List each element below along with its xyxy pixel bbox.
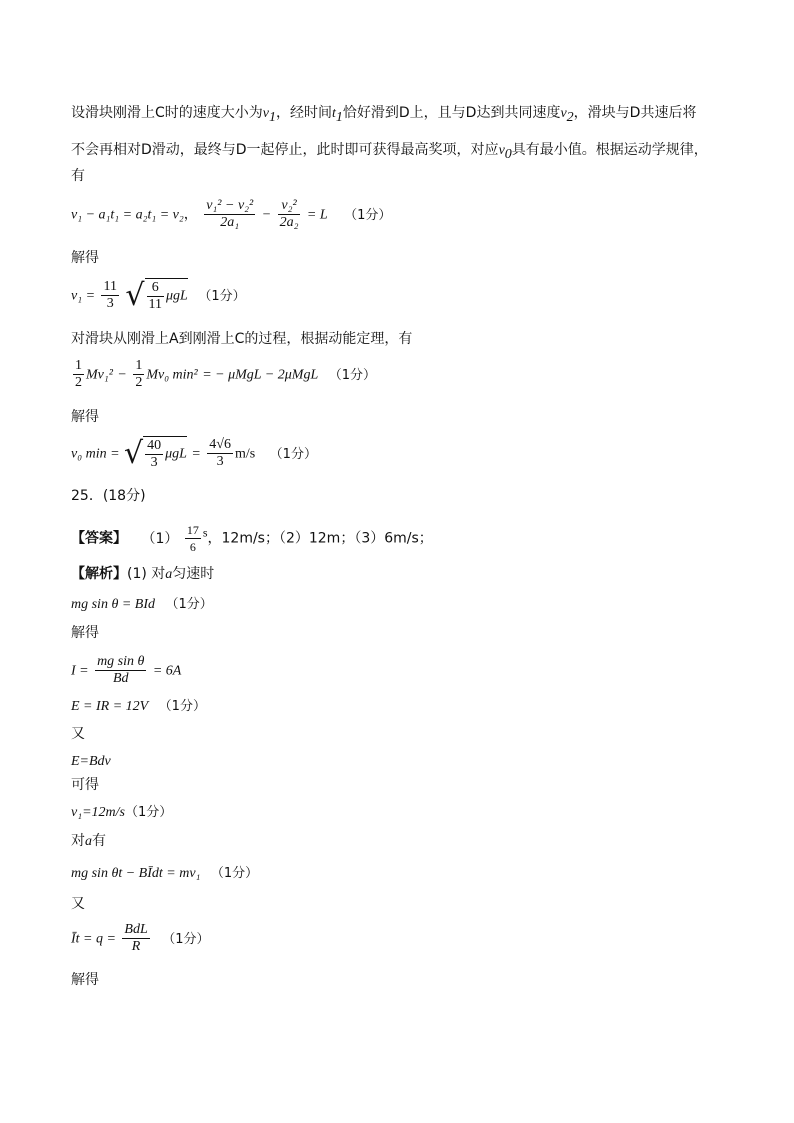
var-v0-sub: 0 xyxy=(504,146,512,162)
paragraph-line-3 xyxy=(71,167,85,185)
frac-den: 6 xyxy=(189,540,196,554)
equation-9 xyxy=(71,803,172,822)
text-segment: 设滑块刚滑上C时的速度大小为 xyxy=(71,105,263,121)
frac-num: 1 xyxy=(135,358,143,373)
eq-part: = 6A xyxy=(152,663,182,679)
eq-part: μgL xyxy=(165,446,187,462)
frac-den: 11 xyxy=(148,297,163,312)
score-label: （1分） xyxy=(344,207,392,223)
text-segment: 解得 xyxy=(71,409,99,425)
eq-part: v₁=12m/s xyxy=(71,805,125,820)
score-label: （1分） xyxy=(269,446,317,462)
equation-6 xyxy=(71,654,181,687)
kede xyxy=(71,776,99,794)
frac-den: Bd xyxy=(112,671,129,686)
eq-sep: ， xyxy=(183,206,198,223)
score-label: （1分） xyxy=(198,288,246,304)
fraction xyxy=(207,437,233,470)
text-segment: (1) 对 xyxy=(127,566,166,582)
you-2 xyxy=(71,895,85,913)
score-label: （1分） xyxy=(165,597,213,612)
frac-num: 11 xyxy=(103,279,117,294)
text-segment: 又 xyxy=(71,726,85,742)
fraction xyxy=(122,922,149,955)
text-segment: 对滑块从刚滑上A到刚滑上C的过程，根据动能定理，有 xyxy=(71,331,413,347)
radical-sign: √ xyxy=(123,435,144,471)
score-label: （1分） xyxy=(162,931,210,947)
var-v1: v xyxy=(262,106,269,121)
equation-2 xyxy=(71,278,246,313)
frac-num: 40 xyxy=(147,438,162,453)
eq-op: − xyxy=(261,207,272,223)
sqrt-body xyxy=(143,436,187,471)
jiede-3 xyxy=(71,624,99,642)
eq-part: Īt = q = xyxy=(71,931,116,947)
frac-num: 4√6 xyxy=(209,437,231,452)
sqrt-body xyxy=(145,278,188,313)
var-a: a xyxy=(165,567,173,582)
var-v1-sub: 1 xyxy=(269,109,276,125)
jiede-1 xyxy=(71,249,99,267)
text-segment: 解得 xyxy=(71,625,99,641)
unit: m/s xyxy=(234,446,256,462)
frac-num: mg sin θ xyxy=(97,654,145,669)
eq-part: mg sin θt − BĪdt = mv₁ xyxy=(71,866,201,881)
text-segment: 又 xyxy=(71,896,85,912)
fraction xyxy=(185,522,201,555)
paragraph-line-1 xyxy=(71,104,696,123)
fraction xyxy=(145,438,163,471)
frac-num: v₂² xyxy=(278,198,301,215)
jiede-2 xyxy=(71,408,99,426)
eq-part: v₁ − a₁t₁ = a₂t₁ = v₂ xyxy=(71,207,184,223)
text-segment: 具有最小值。根据运动学规律， xyxy=(511,142,708,158)
eq-part: μgL xyxy=(166,288,188,304)
var-a: a xyxy=(85,834,92,849)
radical-sign: √ xyxy=(125,277,145,313)
frac-den: 3 xyxy=(150,455,158,470)
frac-num: BdL xyxy=(124,922,148,937)
text-segment: 有 xyxy=(92,833,106,849)
equation-4 xyxy=(71,436,317,471)
frac-num: v₁² − v₂² xyxy=(206,198,254,213)
answer-label: 【答案】 xyxy=(71,530,127,547)
fraction xyxy=(73,358,84,391)
question-25 xyxy=(71,487,146,505)
frac-den: 2 xyxy=(135,375,143,390)
fraction xyxy=(101,279,118,312)
text-segment: 可得 xyxy=(71,777,99,793)
fraction xyxy=(95,654,146,687)
eq-part: = − μMgL − 2μMgL xyxy=(202,367,319,383)
text-segment: 匀速时 xyxy=(172,566,215,582)
frac-den: 3 xyxy=(106,296,114,311)
text-segment: 对 xyxy=(71,833,85,849)
equation-8 xyxy=(71,752,111,771)
eq-part: Mv₁² xyxy=(86,367,113,383)
text-segment: 有 xyxy=(71,168,85,184)
frac-num: 1 xyxy=(75,358,82,373)
dui-huakuai xyxy=(71,330,412,348)
frac-den: R xyxy=(131,939,141,954)
eq-part: I = xyxy=(71,663,89,679)
dui-a xyxy=(71,832,106,851)
eq-op: − xyxy=(117,367,127,383)
text-segment: ，滑块与D共速后将 xyxy=(573,105,697,121)
text-segment: 解得 xyxy=(71,972,99,988)
equation-1 xyxy=(71,198,391,231)
equation-5 xyxy=(71,595,213,614)
fraction xyxy=(278,198,301,231)
sqrt xyxy=(125,278,187,313)
eq-part: Mv₀ min² xyxy=(146,367,198,383)
analysis-line xyxy=(71,565,214,584)
frac-den: 3 xyxy=(216,454,224,469)
you-1 xyxy=(71,725,85,743)
fraction xyxy=(204,198,255,231)
score-label: （1分） xyxy=(124,805,173,820)
frac-num: 6 xyxy=(147,280,164,297)
eq-op: = xyxy=(191,446,201,462)
eq-part: = L xyxy=(306,207,328,223)
answer-line xyxy=(71,522,433,555)
var-t1: t xyxy=(332,106,336,121)
equation-11 xyxy=(71,922,209,955)
eq-part: v₀ min = xyxy=(71,446,120,462)
eq-part: E = IR = 12V xyxy=(71,699,149,714)
fraction xyxy=(147,280,164,313)
text-segment: （1） xyxy=(141,530,179,547)
var-t1-sub: 1 xyxy=(335,109,343,125)
equation-3 xyxy=(71,358,376,391)
equation-7 xyxy=(71,697,206,716)
frac-den: 2a₂ xyxy=(279,215,299,230)
fraction xyxy=(133,358,144,391)
text-segment: ，12m/s；（2）12m；（3）6m/s； xyxy=(207,530,433,547)
text-segment: 不会再相对D滑动，最终与D一起停止，此时即可获得最高奖项，对应 xyxy=(71,142,499,158)
text-segment: 解得 xyxy=(71,250,99,266)
score-label: （1分） xyxy=(158,699,206,714)
eq-part: mg sin θ = BId xyxy=(71,597,155,612)
frac-num: 17 xyxy=(186,523,199,537)
paragraph-line-2 xyxy=(71,141,708,160)
eq-part: E=Bdv xyxy=(71,754,111,769)
frac-den: 2a₁ xyxy=(220,215,240,230)
score-label: （1分） xyxy=(328,367,376,383)
text-segment: 恰好滑到D上，且与D达到共同速度 xyxy=(342,105,561,121)
var-v0: v xyxy=(498,143,505,158)
analysis-label: 【解析】 xyxy=(71,566,127,582)
question-number: 25．(18分) xyxy=(71,488,146,504)
frac-den: 2 xyxy=(75,375,82,390)
unit: s xyxy=(202,525,208,540)
var-v2: v xyxy=(560,106,567,121)
equation-10 xyxy=(71,864,258,883)
score-label: （1分） xyxy=(210,866,259,881)
var-v2-sub: 2 xyxy=(566,109,574,125)
sqrt xyxy=(124,436,187,471)
jiede-4 xyxy=(71,971,99,989)
eq-part: v₁ = xyxy=(71,288,96,304)
text-segment: ，经时间 xyxy=(276,105,332,121)
